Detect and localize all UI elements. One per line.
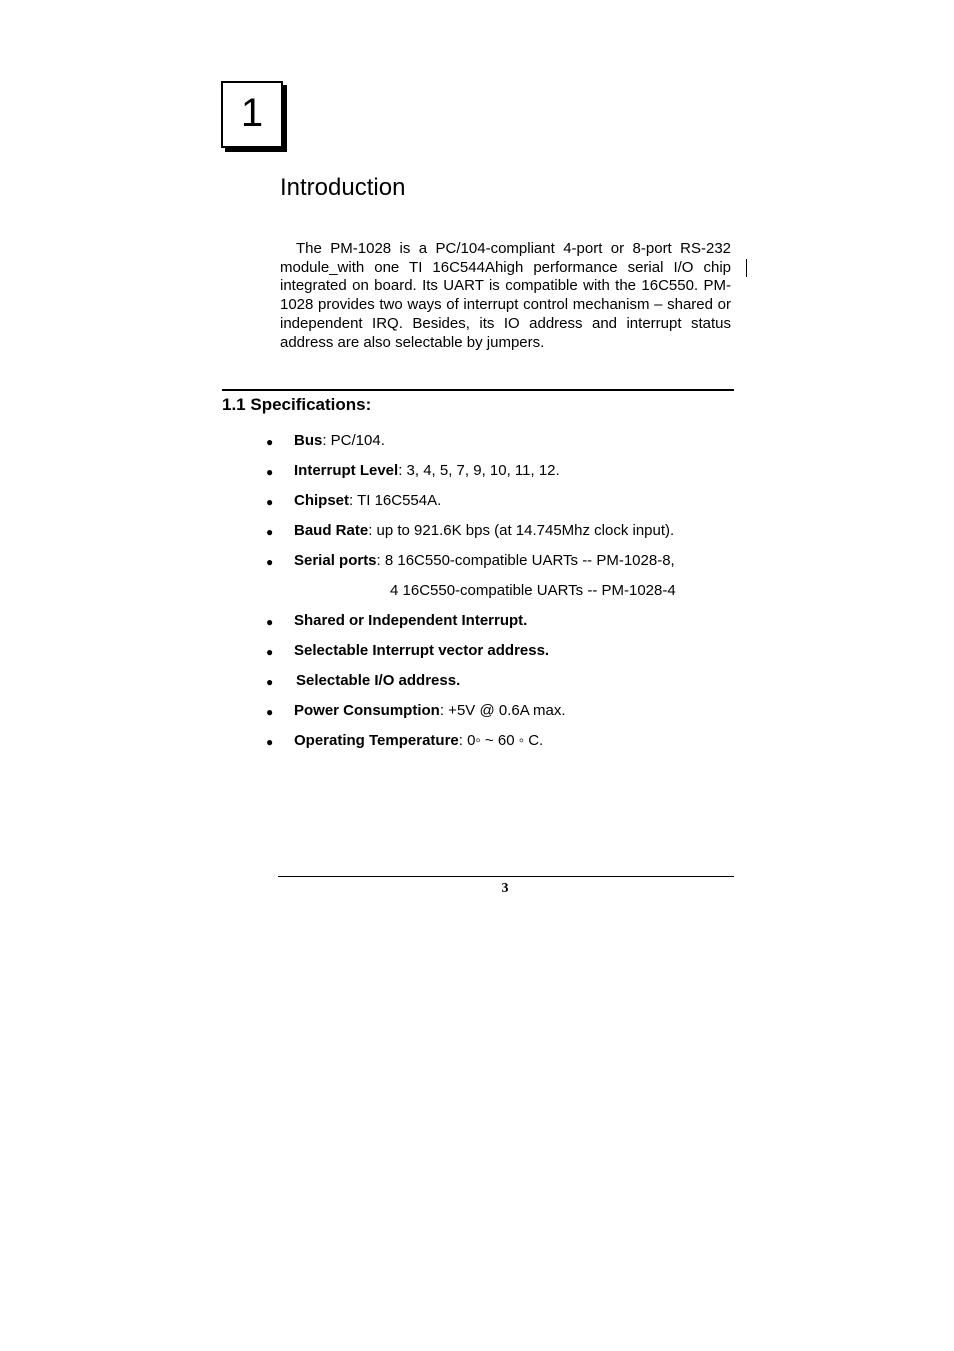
spec-label: Serial ports [294,552,377,569]
spec-label: Bus [294,432,323,449]
list-item [266,551,675,571]
spec-value: : up to 921.6K bps (at 14.745Mhz clock input). [368,522,675,539]
spec-label: Baud Rate [294,522,369,539]
section-divider [222,389,734,391]
chapter-number: 1 [240,91,264,135]
spec-value: : 3, 4, 5, 7, 9, 10, 11, 12. [398,462,560,479]
spec-value: : 8 16C550-compatible UARTs -- PM-1028-8, [376,552,675,569]
bullet-icon: ● [266,645,274,659]
spec-label: Power Consumption [294,702,440,719]
list-item [266,641,550,661]
list-item [266,431,385,451]
list-item [266,491,442,511]
bullet-icon: ● [266,675,274,689]
bullet-icon: ● [266,525,274,539]
spec-value: : 0◦ ~ 60 ◦ C. [458,732,544,749]
intro-paragraph [280,240,731,352]
section-title: 1.1 Specifications: [222,395,372,414]
bullet-icon: ● [266,465,274,479]
revision-bar [746,259,747,277]
bullet-icon: ● [266,555,274,569]
bullet-icon: ● [266,435,274,449]
page-number: 3 [501,881,509,896]
list-item [266,461,560,481]
spec-label: Shared or Independent Interrupt. [294,612,528,629]
list-item [266,521,675,541]
list-item [266,671,461,691]
list-item [266,611,528,631]
spec-label: Selectable Interrupt vector address. [294,642,550,659]
spec-label: Chipset [294,492,350,509]
spec-continuation: 4 16C550-compatible UARTs -- PM-1028-4 [390,582,676,599]
intro-text: The PM-1028 is a PC/104-compliant 4-port or 8-port RS-232 module_with one TI 16C544Ahigh performance serial I/O chip integrated on board. Its UART is compatible with the 16C550. PM-1028 provides two ways of interrupt control mechanism – shared or independent IRQ. Besides, its IO address and interrupt status address are also selectable by jumpers. [280,240,731,351]
spec-label: Operating Temperature [294,732,459,749]
bullet-icon: ● [266,705,274,719]
spec-value: : +5V @ 0.6A max. [439,702,566,719]
spec-value: : TI 16C554A. [349,492,442,509]
bullet-icon: ● [266,735,274,749]
list-item [266,731,544,751]
list-item [266,701,566,721]
spec-value: : PC/104. [322,432,385,449]
chapter-title: Introduction [280,174,406,201]
bullet-icon: ● [266,495,274,509]
bullet-icon: ● [266,615,274,629]
footer-divider [278,876,734,877]
chapter-number-box [221,81,283,148]
spec-label: Selectable I/O address. [296,672,461,689]
spec-label: Interrupt Level [294,462,399,479]
